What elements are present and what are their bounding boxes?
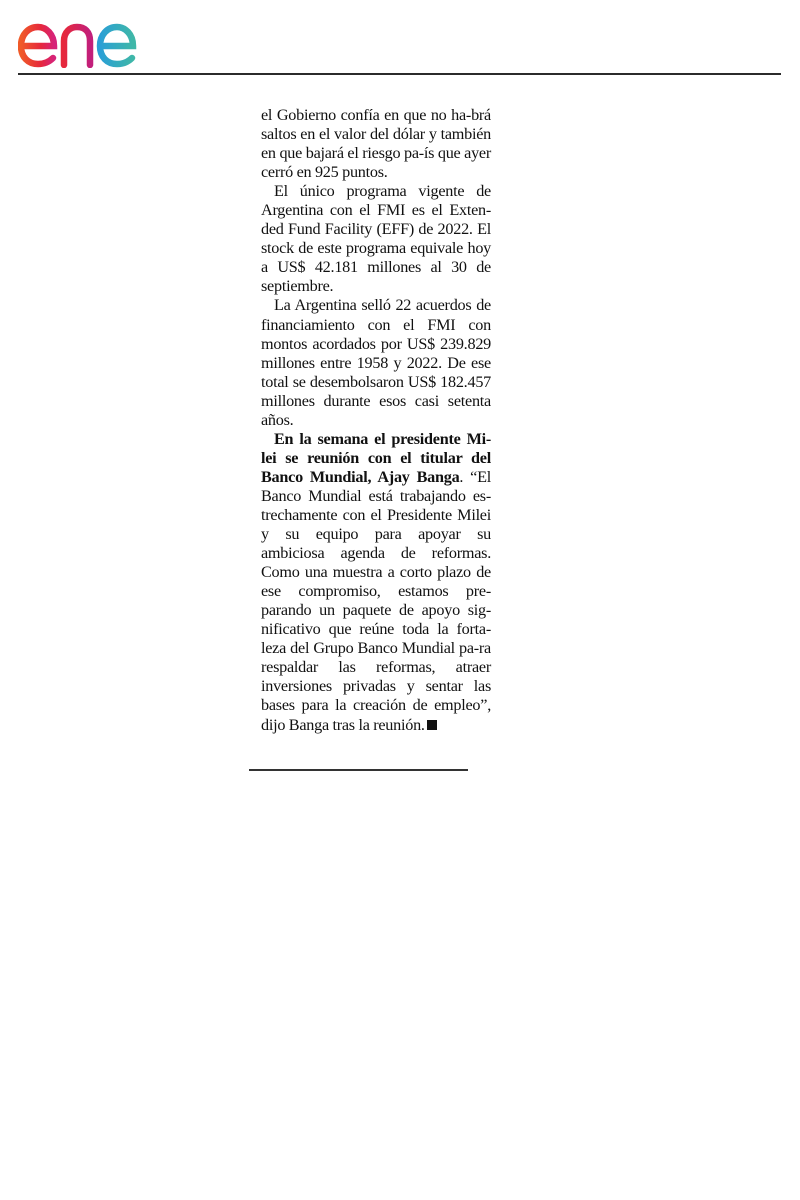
article-line: stock de este programa equivale — [261, 239, 464, 258]
article-line: inversiones privadas y sentar las — [261, 677, 491, 696]
article-line: de financiamiento con el FMI con — [261, 296, 491, 334]
enel-logo — [18, 8, 170, 68]
article-line: 182.457 millones durante esos casi — [261, 372, 491, 410]
article-paragraph-2 — [261, 182, 491, 296]
article-line: montos acordados por US$ — [261, 334, 435, 353]
article-bold-line: En la semana el presidente Mi- — [274, 429, 491, 448]
article-line: Milei y su equipo para apoyar su — [261, 505, 491, 544]
article-line: La Argentina selló 22 acuerdos — [274, 296, 472, 315]
article-line: nificativo que reúne toda la forta- — [261, 620, 491, 639]
article-line: también en que bajará el riesgo pa- — [261, 125, 491, 163]
article-line: ambiciosa agenda de reformas. — [261, 544, 491, 563]
article-bold-line: lei se reunión con el titular del — [261, 448, 491, 467]
article-line: ra respaldar las reformas, atraer — [261, 639, 491, 677]
article-paragraph-3 — [261, 296, 491, 429]
article-line: Banco Mundial está trabajando es- — [261, 486, 491, 505]
article-line: ís que ayer cerró en 925 puntos. — [261, 144, 491, 182]
article-line: trechamente con el Presidente — [261, 505, 452, 524]
article-column — [261, 106, 491, 735]
article-line: de ese compromiso, estamos pre- — [261, 563, 491, 601]
article-line: brá saltos en el valor del dólar y — [261, 106, 491, 144]
article-line: Como una muestra a corto plazo — [261, 563, 471, 582]
article-line: Argentina con el FMI es el Exten- — [261, 201, 491, 220]
article-line: el Gobierno confía en que no ha- — [261, 106, 472, 124]
article-line: setenta años. — [261, 391, 491, 429]
article-bold-line: Banco Mundial, Ajay Banga — [261, 467, 460, 486]
article-line: leza del Grupo Banco Mundial pa- — [261, 639, 479, 658]
article-line: hoy a US$ 42.181 millones al 30 de — [261, 239, 491, 277]
article-line: septiembre. — [261, 277, 334, 296]
article-line: El único programa vigente de — [274, 182, 491, 201]
article-quote-open: . “El — [459, 467, 491, 486]
article-line: 239.829 millones entre 1958 y 2022. — [261, 334, 491, 372]
article-line: dijo Banga tras la reunión. — [261, 715, 425, 734]
article-end-divider — [249, 769, 468, 771]
article-line: parando un paquete de apoyo sig- — [261, 601, 491, 620]
article-paragraph-4 — [261, 430, 491, 735]
end-of-article-square-icon — [427, 720, 437, 730]
article-paragraph-1 — [261, 106, 491, 182]
header-divider — [18, 73, 781, 75]
article-line: De ese total se desembolsaron US$ — [261, 353, 491, 391]
article-line: ded Fund Facility (EFF) de 2022. El — [261, 220, 491, 239]
article-line: bases para la creación de empleo”, — [261, 696, 491, 715]
